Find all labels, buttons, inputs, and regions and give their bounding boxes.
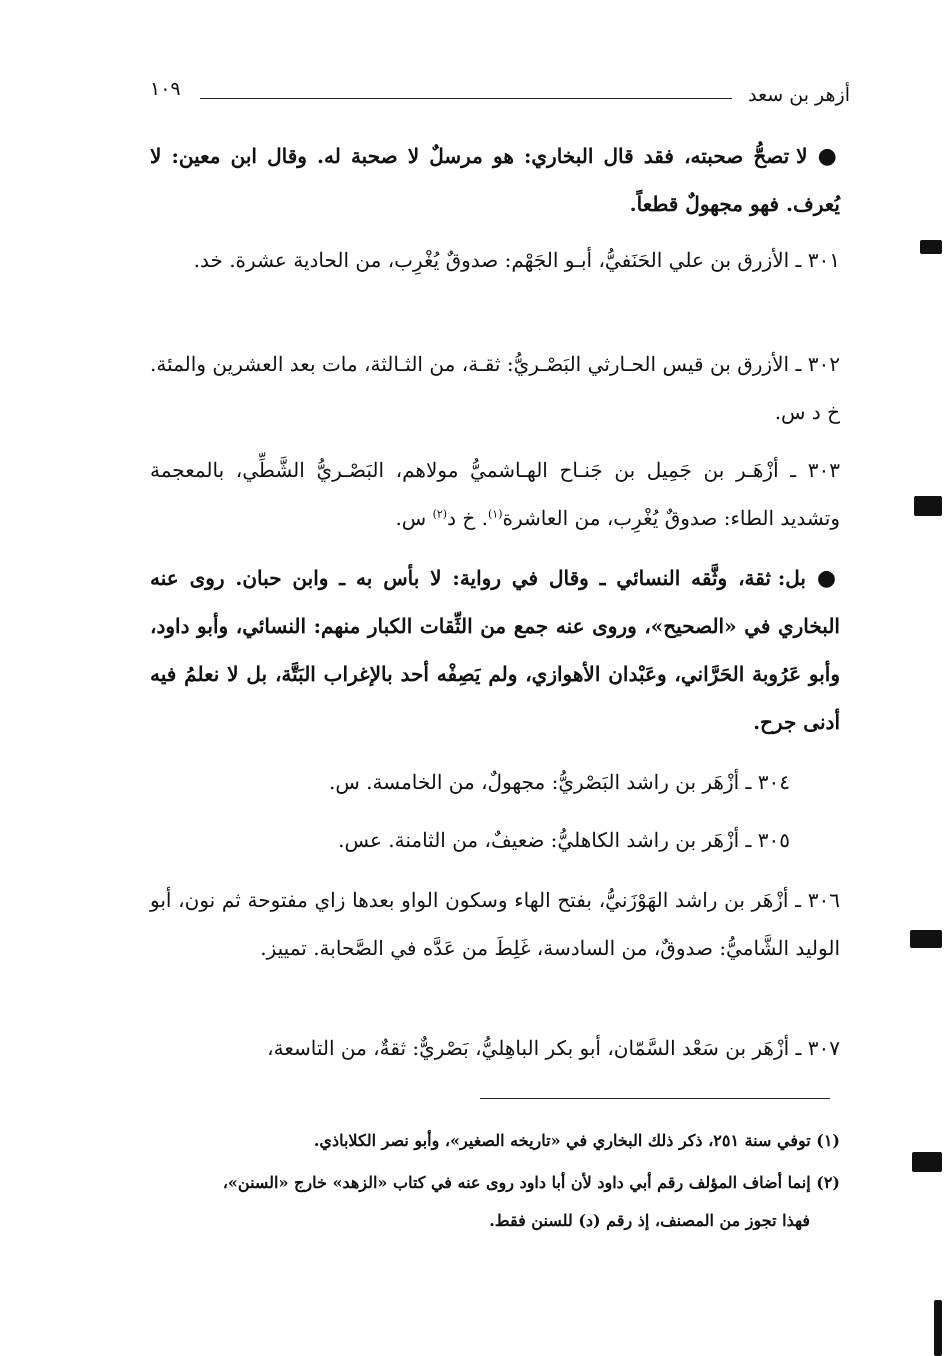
entry-301-text: ٣٠١ ـ الأزرق بن علي الحَنَفيُّ، أبـو الجَهْم: صدوقٌ يُغْرِب، من الحادية عشرة. خد.: [193, 248, 840, 272]
entry-302: [150, 340, 840, 436]
footnote-2-continued: فهذا تجوز من المصنف، إذ رقم (د) للسنن فقط.: [489, 1211, 810, 1230]
entry-305: [150, 816, 790, 864]
footnote-separator: [480, 1098, 830, 1099]
bullet-icon: ●: [816, 565, 840, 591]
entry-304-text: ٣٠٤ ـ أزْهَر بن راشد البَصْريُّ: مجهولٌ، من الخامسة. س.: [329, 770, 790, 794]
footnote-2: (٢) إنما أضاف المؤلف رقم أبي داود لأن أبا داود روى عنه في كتاب «الزهد» خارج «السنن»،: [222, 1173, 840, 1192]
entry-307-text: ٣٠٧ ـ أزْهَر بن سَعْد السَّمّان، أبو بكر الباهِليُّ، بَصْريٌّ: ثقةٌ، من التاسعة،: [267, 1036, 840, 1060]
entry-305-text: ٣٠٥ ـ أزْهَر بن راشد الكاهليُّ: ضعيفٌ، من الثامنة. عس.: [338, 828, 790, 852]
margin-scan-mark: [934, 1300, 942, 1356]
entry-304: [150, 758, 790, 806]
critique-paragraph-303: [150, 554, 840, 746]
page-header: [150, 78, 850, 108]
page-number: ١٠٩: [150, 78, 181, 100]
margin-scan-mark: [912, 1152, 942, 1172]
running-title: أزهر بن سعد: [748, 84, 850, 106]
entry-306-text: ٣٠٦ ـ أزْهَر بن راشد الهَوْزَنيُّ، بفتح الهاء وسكون الواو بعدها زاي مفتوحة ثم نون، أبو الوليد الشَّاميُّ: صدوقٌ، من السادسة، غَلِطَ من عَدَّه في الصَّحابة. تمييز.: [150, 888, 840, 960]
entry-306: [150, 876, 840, 972]
margin-scan-mark: [910, 930, 942, 948]
margin-scan-mark: [914, 496, 942, 516]
entry-302-text: ٣٠٢ ـ الأزرق بن قيس الحـارثي البَصْـريُّ: ثقـة، من الثـالثة، مات بعد العشرين والمئة. خ د س.: [150, 352, 840, 424]
footnote-1: (١) توفي سنة ٢٥١، ذكر ذلك البخاري في «تاريخه الصغير»، وأبو نصر الكلاباذي.: [313, 1131, 840, 1150]
entry-301: [150, 236, 840, 284]
entry-303: [150, 446, 840, 542]
entry-303-text: ٣٠٣ ـ أزْهَـر بن جَمِيل بن جَنـاح الهـاشميُّ مولاهم، البَصْـريُّ الشَّطِّي، بالمعجمة وتشديد الطاء: صدوقٌ يُغْرِب، من العاشرة: [150, 458, 840, 530]
critique-paragraph: [150, 132, 840, 228]
entry-303-codes: . خ د: [447, 506, 488, 530]
margin-scan-mark: [920, 240, 942, 254]
footnote-ref-2[interactable]: (٢): [432, 507, 448, 521]
entry-303-codes-end: س.: [395, 506, 433, 530]
critique-303-text: بل: ثقة، وثَّقه النسائي ـ وقال في رواية: لا بأس به ـ وابن حبان. روى عنه البخاري في «الصحيح»، وروى عنه جمع من الثِّقات الكبار منهم: النسائي، وأبو داود، وأبو عَرُوبة الحَرَّاني، وعَبْدان الأهوازي، ولم يَصِفْه أحد بالإغراب البَتَّة، بل لا نعلمُ فيه أدنى جرح.: [150, 566, 840, 734]
header-rule: [200, 98, 732, 99]
bullet-icon: ●: [817, 143, 841, 169]
entry-307: [150, 1024, 840, 1072]
footnote-ref-1[interactable]: (١): [487, 507, 503, 521]
critique-text: لا تصحُّ صحبته، فقد قال البخاري: هو مرسلٌ لا صحبة له. وقال ابن معين: لا يُعرف. فهو مجهولٌ قطعاً.: [150, 144, 840, 216]
